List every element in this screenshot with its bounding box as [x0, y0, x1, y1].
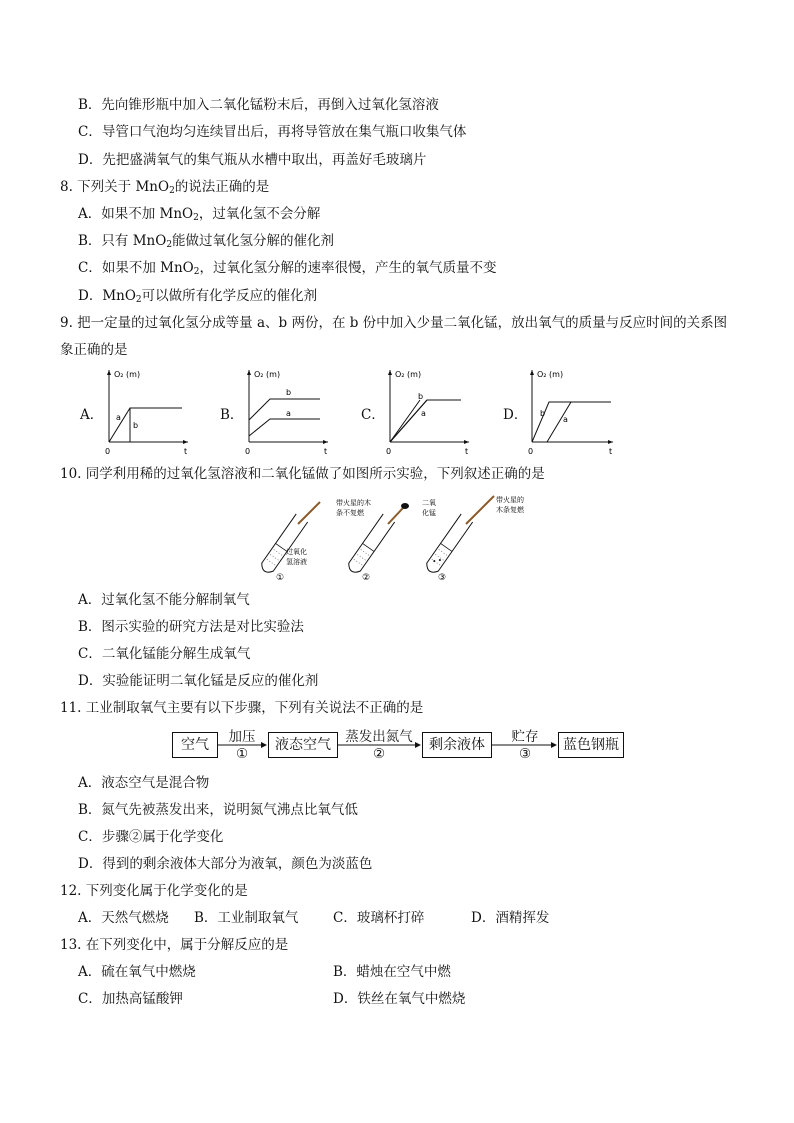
svg-text:a: a: [421, 409, 426, 418]
svg-text:0: 0: [105, 447, 111, 456]
q9-graph-b: [240, 366, 330, 458]
flow-box-remaining-liquid: 剩余液体: [422, 732, 492, 758]
svg-text:b: b: [540, 409, 546, 418]
svg-text:化锰: 化锰: [422, 509, 436, 517]
svg-text:a: a: [116, 413, 121, 422]
q12-stem: 12. 下列变化属于化学变化的是: [60, 883, 248, 899]
q10-experiment-figure: [258, 490, 538, 586]
q11-option-b: B．氮气先被蒸发出来，说明氮气沸点比氧气低: [78, 802, 358, 818]
q13-stem: 13. 在下列变化中，属于分解反应的是: [60, 937, 289, 953]
q11-option-d: D．得到的剩余液体大部分为液氧，颜色为淡蓝色: [78, 856, 373, 872]
manganese-dioxide-spoon: [401, 503, 409, 509]
q9-graph-d-label: D．: [503, 407, 528, 423]
q9-graph-a: [100, 366, 190, 458]
q8-option-d: D．MnO$_2$可以做所有化学反应的催化剂: [78, 288, 318, 305]
svg-text:O₂ (m): O₂ (m): [114, 370, 141, 379]
q9-stem-line1: 9. 把一定量的过氧化氢分成等量 a、b 两份，在 b 份中加入少量二氧化锰，放出氧气的质量与反应时间的关系图: [60, 315, 728, 331]
q7-option-c: C．导管口气泡均匀连续冒出后，再将导管放在集气瓶口收集气体: [78, 124, 467, 140]
flow-box-air: 空气: [172, 732, 218, 758]
flow-arrow3-top-label: 贮存: [511, 729, 539, 745]
svg-text:0: 0: [245, 447, 251, 456]
q13-option-d: D．铁丝在氧气中燃烧: [333, 991, 466, 1007]
q9-graph-b-label: B．: [220, 407, 244, 423]
q12-option-a: A．天然气燃烧: [78, 910, 169, 926]
wooden-splint-1: [298, 502, 320, 524]
svg-text:带火星的木: 带火星的木: [336, 499, 371, 507]
svg-text:0: 0: [528, 447, 534, 456]
svg-text:过氧化: 过氧化: [286, 548, 307, 556]
q11-option-c: C．步骤②属于化学变化: [78, 829, 224, 845]
flow-box-blue-cylinder: 蓝色钢瓶: [558, 732, 624, 758]
q11-option-a: A．液态空气是混合物: [78, 775, 210, 791]
flow-arrow2-top-label: 蒸发出氮气: [345, 729, 413, 745]
q8-option-b: B．只有 MnO$_2$能做过氧化氢分解的催化剂: [78, 233, 335, 250]
flow-arrow1-top-label: 加压: [228, 729, 256, 745]
test-tube-2: [346, 514, 395, 575]
svg-text:O₂ (m): O₂ (m): [395, 370, 422, 379]
q8-option-c: C．如果不加 MnO$_2$，过氧化氢分解的速率很慢，产生的氧气质量不变: [78, 260, 497, 277]
flow-arrow1-bottom-label: ①: [235, 746, 249, 762]
flow-arrow2-bottom-label: ②: [372, 746, 386, 762]
test-tube-1: [259, 514, 308, 575]
svg-text:条不复燃: 条不复燃: [336, 509, 364, 517]
q7-option-b: B．先向锥形瓶中加入二氧化锰粉末后，再倒入过氧化氢溶液: [78, 97, 439, 113]
q13-option-c: C．加热高锰酸钾: [78, 991, 183, 1007]
wooden-splint-3: [466, 496, 494, 524]
svg-text:b: b: [133, 421, 139, 430]
svg-text:①: ①: [276, 573, 285, 583]
svg-text:氢溶液: 氢溶液: [286, 558, 307, 566]
q9-graph-c: [381, 366, 471, 458]
svg-text:②: ②: [362, 573, 371, 583]
svg-text:0: 0: [386, 447, 392, 456]
svg-text:③: ③: [438, 573, 447, 583]
q12-option-b: B．工业制取氧气: [194, 910, 299, 926]
svg-text:a: a: [563, 415, 568, 424]
q9-graph-c-label: C．: [361, 407, 385, 423]
q9-graph-d: [523, 366, 615, 458]
q10-stem: 10. 同学利用稀的过氧化氢溶液和二氧化锰做了如图所示实验，下列叙述正确的是: [60, 466, 545, 482]
q11-stem: 11. 工业制取氧气主要有以下步骤，下列有关说法不正确的是: [60, 700, 424, 716]
svg-text:O₂ (m): O₂ (m): [537, 370, 564, 379]
svg-text:t: t: [184, 447, 188, 456]
q10-option-c: C．二氧化锰能分解生成氧气: [78, 646, 251, 662]
test-tube-3: [424, 514, 473, 575]
q10-option-a: A．过氧化氢不能分解制氧气: [78, 592, 250, 608]
svg-text:木条复燃: 木条复燃: [496, 506, 524, 514]
flow-arrow3-bottom-label: ③: [518, 746, 532, 762]
q12-option-c: C．玻璃杯打碎: [333, 910, 425, 926]
svg-text:b: b: [286, 388, 292, 397]
q13-option-b: B．蜡烛在空气中燃: [333, 964, 451, 980]
q10-option-d: D．实验能证明二氧化锰是反应的催化剂: [78, 673, 319, 689]
svg-text:b: b: [418, 392, 424, 401]
svg-text:二氧: 二氧: [422, 499, 436, 507]
svg-text:t: t: [324, 447, 328, 456]
q13-option-a: A．硫在氧气中燃烧: [78, 964, 196, 980]
q10-option-b: B．图示实验的研究方法是对比实验法: [78, 619, 304, 635]
svg-text:t: t: [609, 447, 613, 456]
q9-graph-a-label: A．: [80, 407, 104, 423]
q9-stem-line2: 象正确的是: [60, 342, 128, 358]
q7-option-d: D．先把盛满氧气的集气瓶从水槽中取出，再盖好毛玻璃片: [78, 152, 427, 168]
spoon-handle: [388, 508, 403, 524]
svg-text:t: t: [465, 447, 469, 456]
flow-box-liquid-air: 液态空气: [268, 732, 338, 758]
svg-text:带火星的: 带火星的: [496, 496, 524, 504]
q8-stem: 8. 下列关于 MnO$_2$的说法正确的是: [60, 179, 270, 196]
svg-text:O₂ (m): O₂ (m): [254, 370, 281, 379]
svg-text:a: a: [286, 409, 291, 418]
q12-option-d: D．酒精挥发: [471, 910, 550, 926]
q8-option-a: A．如果不加 MnO$_2$，过氧化氢不会分解: [78, 206, 321, 223]
